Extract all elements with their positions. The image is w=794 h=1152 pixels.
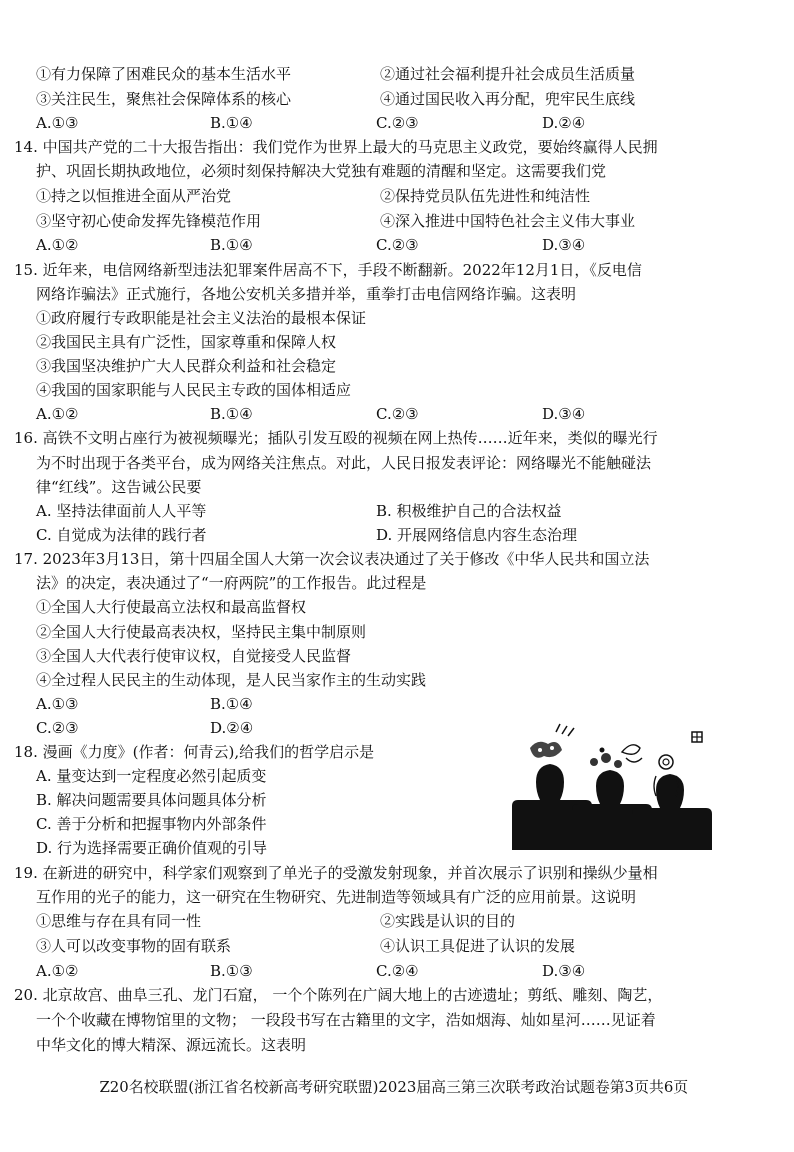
q16-stem-line-1: 16. 高铁不文明占座行为被视频曝光；插队引发互殴的视频在网上热传……近年来，类似的曝光行	[14, 429, 658, 447]
q19-option-d: D.③④	[542, 962, 586, 980]
q18-stem-line-1: 18. 漫画《力度》(作者：何青云),给我们的哲学启示是	[14, 743, 375, 761]
q17-statement-4: ④全过程人民民主的生动体现，是人民当家作主的生动实践	[36, 671, 427, 689]
q19-stem-line-2: 互作用的光子的能力，这一研究在生物研究、先进制造等领域具有广泛的应用前景。这说明	[36, 888, 637, 906]
q15-option-c: C.②③	[376, 405, 419, 423]
q13-statement-1: ①有力保障了困难民众的基本生活水平	[36, 65, 292, 83]
q15-statement-4: ④我国的国家职能与人民民主专政的国体相适应	[36, 381, 352, 399]
q17-statement-2: ②全国人大行使最高表决权，坚持民主集中制原则	[36, 623, 367, 641]
q19-stem-line-1: 19. 在新进的研究中，科学家们观察到了单光子的受激发射现象，并首次展示了识别和操纵少量相	[14, 864, 658, 882]
q17-option-c: C.②③	[36, 719, 79, 737]
q14-option-c: C.②③	[376, 236, 419, 254]
q15-option-a: A.①②	[36, 405, 79, 423]
q16-stem-line-2: 为不时出现于各类平台，成为网络关注焦点。对此，人民日报发表评论：网络曝光不能触碰法	[36, 454, 652, 472]
q20-stem-line-2: 一个个收藏在博物馆里的文物； 一段段书写在古籍里的文字，浩如烟海、灿如星河……见证着	[36, 1011, 656, 1029]
q16-stem-line-3: 律“红线”。这告诫公民要	[36, 478, 202, 496]
q19-statement-3: ③人可以改变事物的固有联系	[36, 937, 232, 955]
q19-option-b: B.①③	[210, 962, 253, 980]
q15-statement-1: ①政府履行专政职能是社会主义法治的最根本保证	[36, 309, 367, 327]
q13-option-b: B.①④	[210, 114, 253, 132]
q14-stem-line-2: 护、巩固长期执政地位，必须时刻保持解决大党独有难题的清醒和坚定。这需要我们党	[36, 162, 607, 180]
q16-option-d: D. 开展网络信息内容生态治理	[376, 526, 578, 544]
q17-stem-line-2: 法》的决定，表决通过了“一府两院”的工作报告。此过程是	[36, 574, 427, 592]
q14-option-d: D.③④	[542, 236, 586, 254]
q13-statement-2: ②通过社会福利提升社会成员生活质量	[380, 65, 636, 83]
cartoon-illustration	[506, 714, 716, 850]
q13-option-c: C.②③	[376, 114, 419, 132]
q14-statement-2: ②保持党员队伍先进性和纯洁性	[380, 187, 591, 205]
q15-stem-line-1: 15. 近年来，电信网络新型违法犯罪案件居高不下，手段不断翻新。2022年12月1日，《反电信	[14, 261, 642, 279]
page-footer: Z20名校联盟(浙江省名校新高考研究联盟)2023届高三第三次联考政治试题卷第3页共6页	[99, 1078, 689, 1096]
q17-option-d: D.②④	[210, 719, 254, 737]
q18-option-c: C. 善于分析和把握事物内外部条件	[36, 815, 267, 833]
q14-option-b: B.①④	[210, 236, 253, 254]
q17-statement-1: ①全国人大行使最高立法权和最高监督权	[36, 598, 307, 616]
q14-statement-1: ①持之以恒推进全面从严治党	[36, 187, 232, 205]
q19-statement-1: ①思维与存在具有同一性	[36, 912, 202, 930]
q17-stem-line-1: 17. 2023年3月13日，第十四届全国人大第一次会议表决通过了关于修改《中华人民共和国立法	[14, 550, 650, 568]
q13-statement-3: ③关注民生，聚焦社会保障体系的核心	[36, 90, 292, 108]
q17-statement-3: ③全国人大代表行使审议权，自觉接受人民监督	[36, 647, 352, 665]
q15-option-d: D.③④	[542, 405, 586, 423]
q14-statement-4: ④深入推进中国特色社会主义伟大事业	[380, 212, 636, 230]
q17-option-b: B.①④	[210, 695, 253, 713]
q13-option-a: A.①③	[36, 114, 79, 132]
person-right-silhouette	[632, 755, 712, 850]
q14-option-a: A.①②	[36, 236, 79, 254]
q18-option-b: B. 解决问题需要具体问题具体分析	[36, 791, 267, 809]
q20-stem-line-3: 中华文化的博大精深、源远流长。这表明	[36, 1036, 307, 1054]
q16-option-c: C. 自觉成为法律的践行者	[36, 526, 207, 544]
q15-statement-2: ②我国民主具有广泛性，国家尊重和保障人权	[36, 333, 337, 351]
q13-statement-4: ④通过国民收入再分配，兜牢民生底线	[380, 90, 636, 108]
q16-option-a: A. 坚持法律面前人人平等	[36, 502, 207, 520]
q15-option-b: B.①④	[210, 405, 253, 423]
q17-option-a: A.①③	[36, 695, 79, 713]
q18-option-d: D. 行为选择需要正确价值观的引导	[36, 839, 268, 857]
q19-option-c: C.②④	[376, 962, 419, 980]
q19-statement-2: ②实践是认识的目的	[380, 912, 516, 930]
q19-option-a: A.①②	[36, 962, 79, 980]
q19-statement-4: ④认识工具促进了认识的发展	[380, 937, 576, 955]
q16-option-b: B. 积极维护自己的合法权益	[376, 502, 562, 520]
cartoon-frame-signature-icon	[692, 732, 702, 742]
q20-stem-line-1: 20. 北京故宫、曲阜三孔、龙门石窟， 一个个陈列在广阔大地上的古迹遗址；剪纸、雕刻、陶艺，	[14, 986, 663, 1004]
q14-stem-line-1: 14. 中国共产党的二十大报告指出：我们党作为世界上最大的马克思主义政党，要始终赢得人民拥	[14, 138, 658, 156]
q15-stem-line-2: 网络诈骗法》正式施行，各地公安机关多措并举，重拳打击电信网络诈骗。这表明	[36, 285, 577, 303]
q18-option-a: A. 量变达到一定程度必然引起质变	[36, 767, 267, 785]
q13-option-d: D.②④	[542, 114, 586, 132]
q14-statement-3: ③坚守初心使命发挥先锋模范作用	[36, 212, 262, 230]
q15-statement-3: ③我国坚决维护广大人民群众利益和社会稳定	[36, 357, 337, 375]
